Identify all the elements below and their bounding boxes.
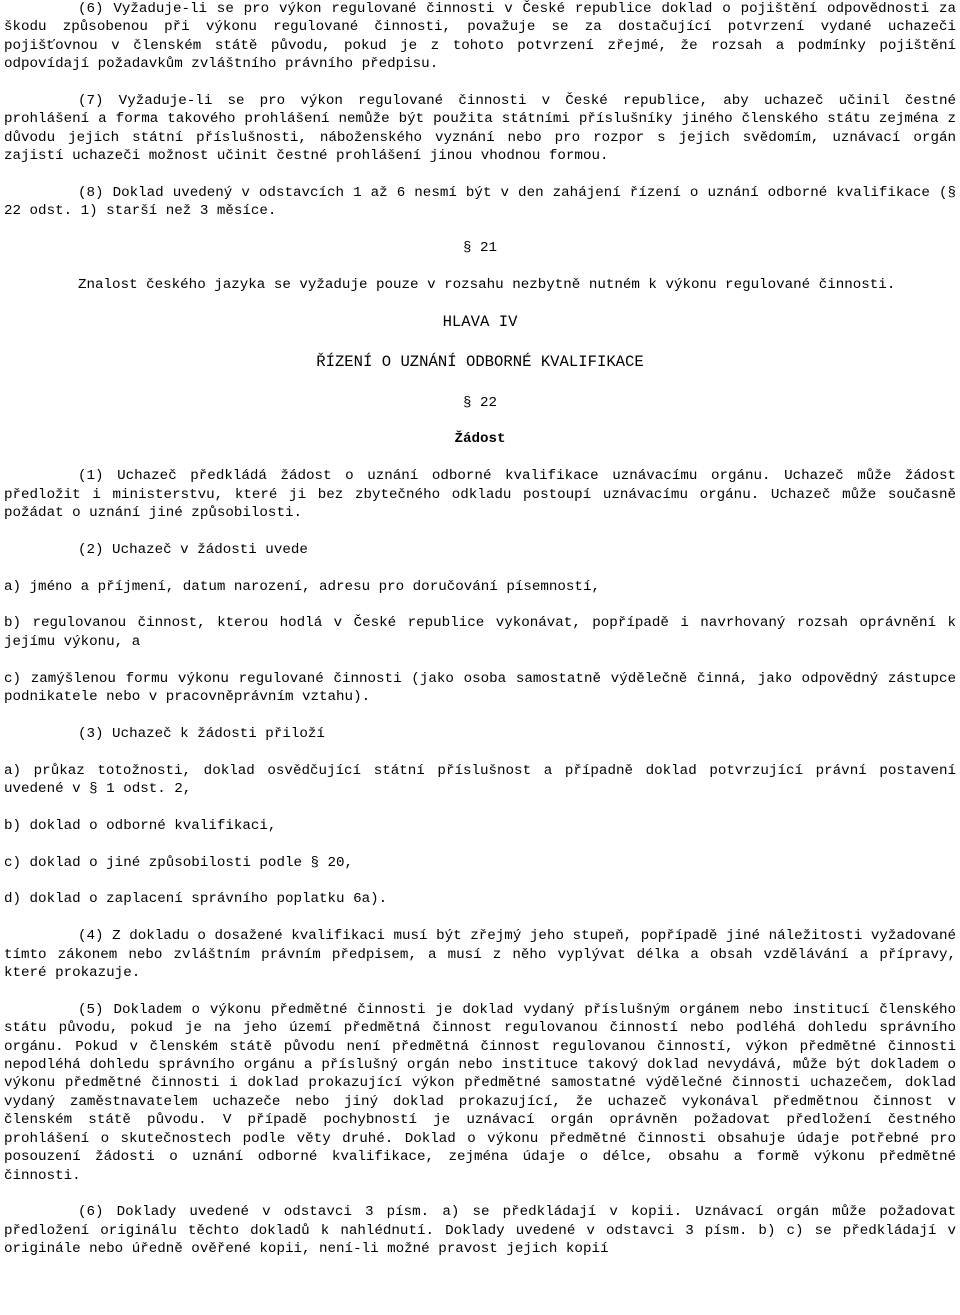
section-21-text: Znalost českého jazyka se vyžaduje pouze v rozsahu nezbytně nutném k výkonu regulované činnosti. — [78, 277, 896, 294]
section-22-heading: Žádost — [454, 431, 506, 448]
section-21-mark: § 21 — [462, 240, 498, 257]
section-22-mark: § 22 — [462, 394, 498, 411]
paragraph-7-declaration: (7) Vyžaduje-li se pro výkon regulované činnosti v České republice, aby uchazeč učinil čestné prohlášení a forma takového prohlášení nemůže být použita státními příslušníky jiného členského státu zejména z důvodu jejich státní příslušnosti, náboženského vyznání nebo pro rozpor s jejich svědomím, uznávací orgán zajistí uchazeči možnost učinit čestné prohlášení jinou vhodnou formou. — [4, 93, 956, 165]
list-item: b) doklad o odborné kvalifikaci, — [4, 817, 277, 834]
section-22-paragraph-5: (5) Dokladem o výkonu předmětné činnosti je doklad vydaný příslušným orgánem nebo institucí členského státu původu, pokud je na jeho území předmětná činnost regulovanou činností nebo podléhá dohledu správního orgánu. Pokud v členském státě původu není předmětná činnost regulovanou činností, výkon předmětné činnosti nepodléhá dohledu správního orgánu a příslušný orgán nebo instituce takový doklad nevydává, může být dokladem o výkonu předmětné činnosti i doklad prokazující výkon předmětné samostatné výdělečné činnosti uchazečem, doklad vydaný zaměstnavatelem uchazeče nebo jiný doklad prokazující, že uchazeč vykonával předmětnou činnost v členském státě původu. V případě pochybností je uznávací orgán oprávněn požadovat předložení čestného prohlášení o skutečnostech podle věty druhé. Doklad o výkonu předmětné činnosti obsahuje údaje potřebné pro posouzení žádosti o uznání odborné kvalifikace, zejména údaje o délce, obsahu a formě výkonu předmětné činnosti. — [4, 1001, 956, 1184]
list-item: c) doklad o jiné způsobilosti podle § 20, — [4, 854, 354, 871]
paragraph-6-insurance: (6) Vyžaduje-li se pro výkon regulované činnosti v České republice doklad o pojištění odpovědnosti za škodu způsobenou při výkonu regulované činnosti, považuje se za dostačující potvrzení vydané uchazeči pojišťovnou v členském státě původu, pokud je z tohoto potvrzení zřejmé, že rozsah a podmínky pojištění odpovídají požadavkům zvláštního právního předpisu. — [4, 1, 956, 73]
list-item: c) zamýšlenou formu výkonu regulované činnosti (jako osoba samostatně výdělečně činná, jako odpovědný zástupce podnikatele nebo v pracovněprávním vztahu). — [4, 670, 956, 706]
section-22-paragraph-6: (6) Doklady uvedené v odstavci 3 písm. a) se předkládají v kopii. Uznávací orgán může požadovat předložení originálu těchto dokladů k nahlédnutí. Doklady uvedené v odstavci 3 písm. b) c) se předkládají v originále nebo úředně ověřené kopii, není-li možné pravost jejich kopií — [4, 1204, 956, 1258]
list-item: d) doklad o zaplacení správního poplatku 6a). — [4, 891, 388, 908]
list-item: b) regulovanou činnost, kterou hodlá v České republice vykonávat, popřípadě i navrhovaný rozsah oprávnění k jejímu výkonu, a — [4, 615, 956, 650]
list-item: a) jméno a příjmení, datum narození, adresu pro doručování písemností, — [4, 578, 600, 595]
chapter-label: HLAVA IV — [442, 312, 518, 331]
section-22-paragraph-3: (3) Uchazeč k žádosti přiloží — [78, 725, 325, 742]
paragraph-8-document-age: (8) Doklad uvedený v odstavcích 1 až 6 nesmí být v den zahájení řízení o uznání odborné kvalifikace (§ 22 odst. 1) starší než 3 měsíce. — [4, 185, 956, 220]
chapter-title: ŘÍZENÍ O UZNÁNÍ ODBORNÉ KVALIFIKACE — [316, 353, 644, 372]
list-item: a) průkaz totožnosti, doklad osvědčující státní příslušnost a případně doklad potvrzující právní postavení uvedené v § 1 odst. 2, — [4, 762, 956, 798]
section-22-paragraph-4: (4) Z dokladu o dosažené kvalifikaci musí být zřejmý jeho stupeň, popřípadě jiné náležitosti vyžadované tímto zákonem nebo zvláštním právním předpisem, a musí z něho vyplývat délka a obsah vzdělávání a přípravy, které prokazuje. — [4, 928, 956, 982]
section-22-paragraph-1: (1) Uchazeč předkládá žádost o uznání odborné kvalifikace uznávacímu orgánu. Uchazeč může žádost předložit i ministerstvu, které ji bez zbytečného odkladu postoupí uznávacímu orgánu. Uchazeč může současně požádat o uznání jiné způsobilosti. — [4, 468, 956, 522]
section-22-paragraph-2: (2) Uchazeč v žádosti uvede — [78, 541, 308, 558]
